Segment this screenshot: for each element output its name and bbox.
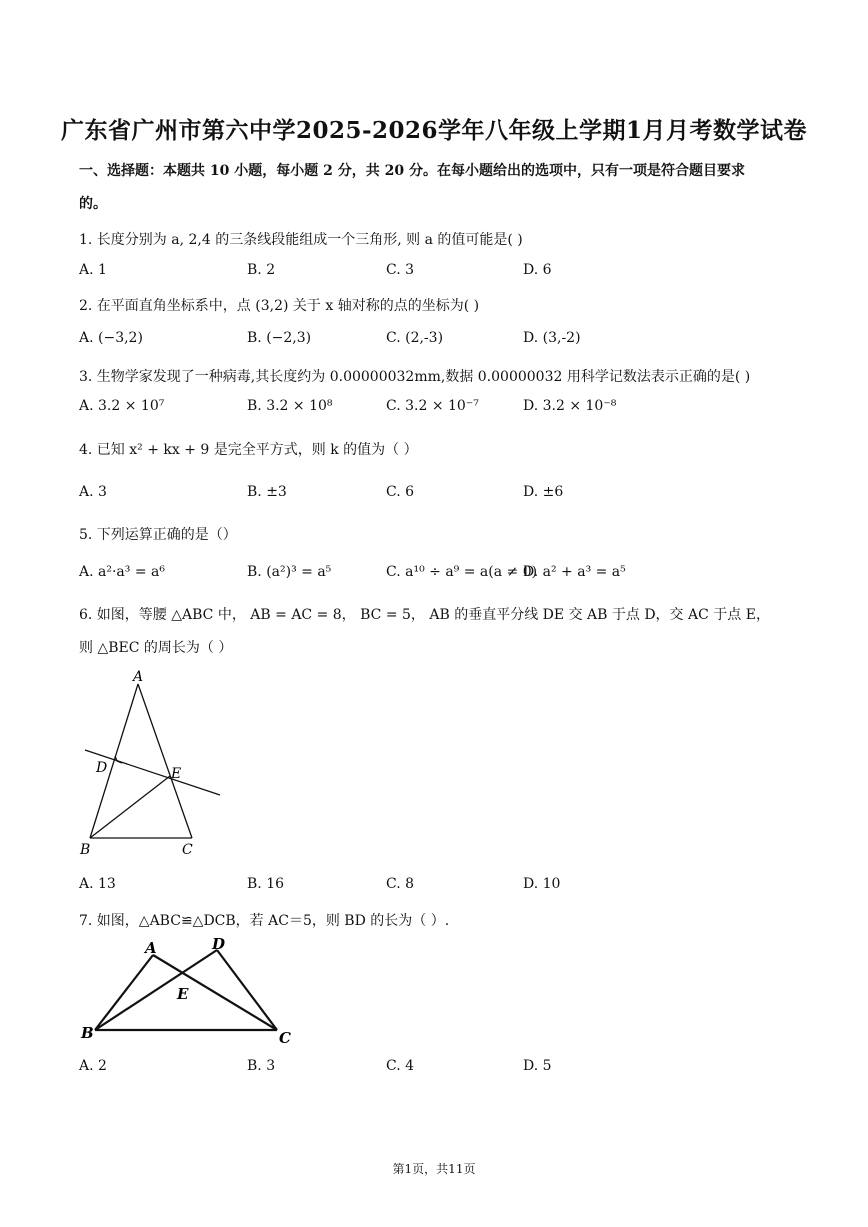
question-4-option-c: C. 6 — [386, 484, 415, 500]
question-6-figure — [80, 670, 230, 860]
question-1-option-b: B. 2 — [247, 262, 276, 278]
figure7-label-d: D — [212, 935, 226, 953]
question-6-stem-line2: 则 △BEC 的周长为（ ） — [79, 640, 233, 656]
question-2-stem: 2. 在平面直角坐标系中，点 (3,2) 关于 x 轴对称的点的坐标为( ) — [79, 298, 480, 314]
question-7-option-b: B. 3 — [247, 1058, 276, 1074]
question-7-stem: 7. 如图，△ABC≌△DCB，若 AC＝5，则 BD 的长为（ ）. — [79, 913, 450, 929]
question-3-option-c: C. 3.2 × 10⁻⁷ — [386, 398, 479, 414]
question-4-option-a: A. 3 — [79, 484, 107, 500]
question-5-option-b: B. (a²)³ = a⁵ — [247, 564, 332, 580]
figure7-label-e: E — [177, 985, 189, 1003]
segment-be — [90, 776, 170, 838]
question-4-option-b: B. ±3 — [247, 484, 287, 500]
figure7-label-c: C — [279, 1029, 291, 1047]
question-7-figure — [80, 935, 300, 1050]
question-6-option-c: C. 8 — [386, 876, 415, 892]
question-7-option-c: C. 4 — [386, 1058, 415, 1074]
question-1-option-a: A. 1 — [79, 262, 107, 278]
question-7-option-d: D. 5 — [523, 1058, 552, 1074]
figure6-label-a: A — [133, 669, 144, 685]
page-title: 广东省广州市第六中学2025-2026学年八年级上学期1月月考数学试卷 — [60, 117, 808, 144]
question-5-stem: 5. 下列运算正确的是（） — [79, 527, 237, 543]
question-1-option-d: D. 6 — [523, 262, 552, 278]
question-3-stem: 3. 生物学家发现了一种病毒,其长度约为 0.00000032mm,数据 0.00000032 用科学记数法表示正确的是( ) — [79, 369, 751, 385]
question-6-option-a: A. 13 — [79, 876, 116, 892]
question-2-option-a: A. (−3,2) — [79, 330, 143, 346]
question-3-option-d: D. 3.2 × 10⁻⁸ — [523, 398, 617, 414]
question-4-option-d: D. ±6 — [523, 484, 564, 500]
question-2-option-c: C. (2,-3) — [386, 330, 444, 346]
figure7-label-b: B — [81, 1024, 94, 1042]
question-1-option-c: C. 3 — [386, 262, 415, 278]
page-footer: 第1页，共11页 — [392, 1162, 476, 1176]
question-5-option-a: A. a²·a³ = a⁶ — [79, 564, 165, 580]
question-5-option-d: D. a² + a³ = a⁵ — [523, 564, 626, 580]
question-3-option-a: A. 3.2 × 10⁷ — [79, 398, 165, 414]
question-5-option-c: C. a¹⁰ ÷ a⁹ = a(a ≠ 0) — [386, 564, 538, 580]
segment-ac — [153, 955, 277, 1030]
question-6-option-b: B. 16 — [247, 876, 285, 892]
question-6-stem: 6. 如图，等腰 △ABC 中， AB = AC = 8， BC = 5， AB 的垂直平分线 DE 交 AB 于点 D，交 AC 于点 E， — [79, 607, 770, 623]
segment-dc — [217, 950, 277, 1030]
figure6-label-c: C — [182, 842, 193, 858]
question-3-option-b: B. 3.2 × 10⁸ — [247, 398, 333, 414]
right-angle-mark — [115, 756, 122, 763]
question-7-option-a: A. 2 — [79, 1058, 107, 1074]
question-2-option-b: B. (−2,3) — [247, 330, 312, 346]
figure6-label-b: B — [80, 842, 91, 858]
segment-db — [95, 950, 217, 1030]
section-heading-line1: 一、选择题：本题共 10 小题，每小题 2 分，共 20 分。在每小题给出的选项中，只有一项是符合题目要求 — [79, 163, 745, 179]
question-4-stem: 4. 已知 x² + kx + 9 是完全平方式，则 k 的值为（ ） — [79, 442, 418, 458]
question-1-stem: 1. 长度分别为 a, 2,4 的三条线段能组成一个三角形, 则 a 的值可能是( ) — [79, 232, 523, 248]
question-6-option-d: D. 10 — [523, 876, 561, 892]
segment-ac — [138, 684, 192, 838]
figure7-label-a: A — [145, 939, 157, 957]
question-2-option-d: D. (3,-2) — [523, 330, 581, 346]
figure6-label-d: D — [96, 760, 108, 776]
figure6-label-e: E — [171, 766, 182, 782]
section-heading-line2: 的。 — [79, 196, 107, 212]
segment-ab — [95, 955, 153, 1030]
